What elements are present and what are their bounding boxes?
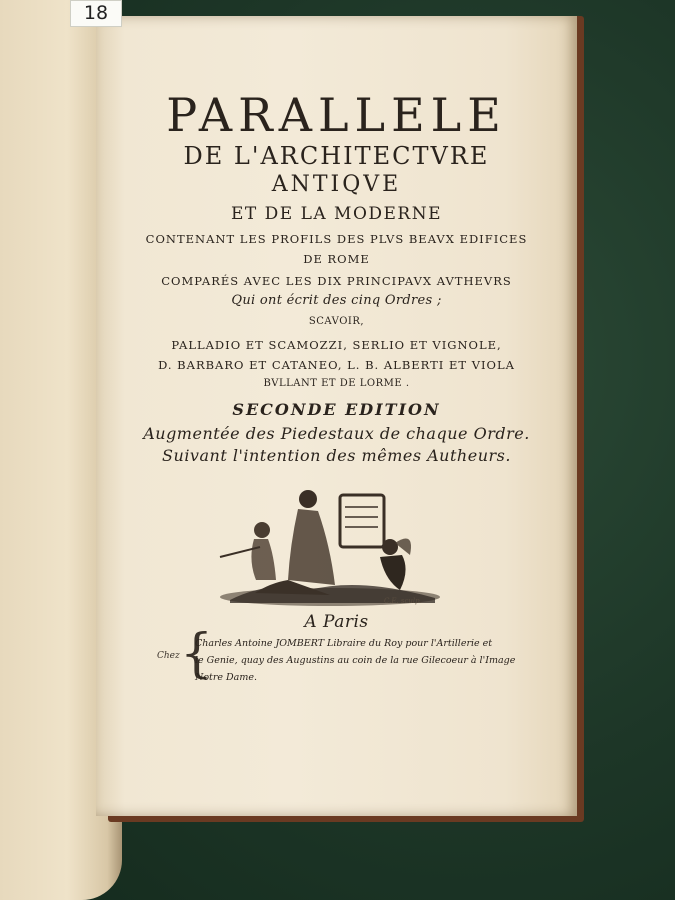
augment-line: Augmentée des Piedestaux de chaque Ordre. (143, 424, 530, 443)
place-of-publication: A Paris (304, 612, 369, 632)
text-line: Qui ont écrit des cinq Ordres ; (231, 293, 442, 308)
publisher-line: le Genie, quay des Augustins au coin de la rue Gilecoeur à l'Image (195, 655, 516, 666)
text-line: SCAVOIR, (308, 316, 365, 327)
brace-ornament: { (180, 624, 214, 684)
edition-heading: SECONDE EDITION (232, 400, 441, 419)
augment-line: Suivant l'intention des mêmes Autheurs. (162, 446, 511, 465)
text-line: BVLLANT ET DE LORME . (263, 378, 410, 389)
text-line: D. BARBARO ET CATANEO, L. B. ALBERTI ET VIOLA (158, 358, 515, 372)
engraver-signature: C.E. sculp. (384, 597, 422, 605)
page-title: PARALLELE (166, 88, 507, 142)
lot-number-tag: 18 (70, 0, 122, 27)
subtitle-moderne: ET DE LA MODERNE (230, 204, 443, 224)
engraved-vignette (210, 485, 450, 610)
text-line: COMPARÉS AVEC LES DIX PRINCIPAVX AVTHEVRS (161, 274, 512, 288)
subtitle-architecture: DE L'ARCHITECTVRE (183, 142, 490, 170)
publisher-line: Charles Antoine JOMBERT Libraire du Roy pour l'Artillerie et (195, 638, 493, 649)
publisher-line: Notre Dame. (195, 672, 257, 683)
subtitle-antique: ANTIQVE (271, 172, 402, 197)
text-line: DE ROME (303, 252, 370, 266)
text-line: PALLADIO ET SCAMOZZI, SERLIO ET VIGNOLE, (171, 338, 502, 352)
chez-label: Chez (157, 651, 180, 661)
text-line: CONTENANT LES PROFILS DES PLVS BEAVX EDIFICES (145, 232, 528, 246)
